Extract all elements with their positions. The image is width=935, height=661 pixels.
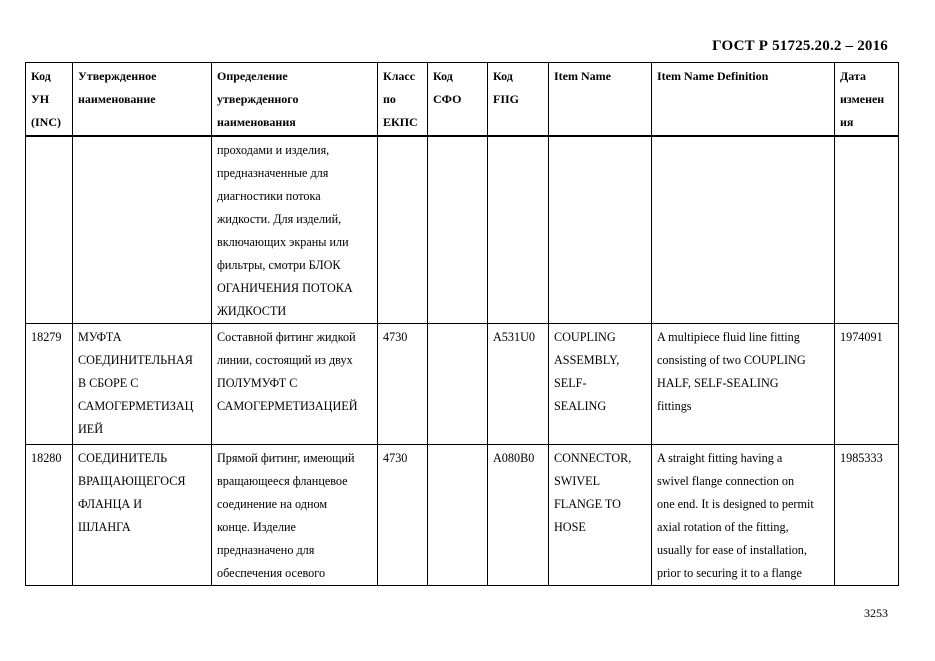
cell-name: СОЕДИНИТЕЛЬ ВРАЩАЮЩЕГОСЯ ФЛАНЦА И ШЛАНГА: [73, 445, 212, 586]
page-number: 3253: [864, 606, 888, 620]
cell-inc: 18279: [26, 324, 73, 445]
cell-sfo: [428, 324, 488, 445]
cell-item-name: CONNECTOR, SWIVEL FLANGE TO HOSE: [549, 445, 652, 586]
cell-date: 1974091: [835, 324, 899, 445]
cell-definition: проходами и изделия, предназначенные для диагностики потока жидкости. Для изделий, включающих экраны или фильтры, смотри БЛОК ОГАНИЧЕНИЯ ПОТОКА ЖИДКОСТИ: [212, 136, 378, 324]
cell-date: 1985333: [835, 445, 899, 586]
col-header-item-name-definition: Item Name Definition: [652, 63, 835, 137]
catalog-table: [25, 62, 899, 586]
cell-item-definition: [652, 136, 835, 324]
col-header-inc: Код УН (INC): [26, 63, 73, 137]
col-header-sfo: Код СФО: [428, 63, 488, 137]
cell-definition: Прямой фитинг, имеющий вращающееся фланцевое соединение на одном конце. Изделие предназначено для обеспечения осевого: [212, 445, 378, 586]
cell-item-name: COUPLING ASSEMBLY, SELF- SEALING: [549, 324, 652, 445]
col-header-fiig: Код FIIG: [488, 63, 549, 137]
col-header-approved-name: Утвержденное наименование: [73, 63, 212, 137]
cell-inc: 18280: [26, 445, 73, 586]
cell-item-definition: A multipiece fluid line fitting consisting of two COUPLING HALF, SELF-SEALING fittings: [652, 324, 835, 445]
col-header-class: Класс по ЕКПС: [378, 63, 428, 137]
cell-fiig: A080B0: [488, 445, 549, 586]
cell-item-name: [549, 136, 652, 324]
table-row: [26, 445, 899, 586]
cell-class: 4730: [378, 445, 428, 586]
cell-class: 4730: [378, 324, 428, 445]
cell-sfo: [428, 136, 488, 324]
cell-fiig: [488, 136, 549, 324]
col-header-change-date: Дата изменен ия: [835, 63, 899, 137]
cell-inc: [26, 136, 73, 324]
cell-name: [73, 136, 212, 324]
table-row: [26, 324, 899, 445]
cell-name: МУФТА СОЕДИНИТЕЛЬНАЯ В СБОРЕ С САМОГЕРМЕТИЗАЦ ИЕЙ: [73, 324, 212, 445]
col-header-definition: Определение утвержденного наименования: [212, 63, 378, 137]
cell-class: [378, 136, 428, 324]
document-standard-header: ГОСТ Р 51725.20.2 – 2016: [712, 38, 888, 54]
cell-definition: Составной фитинг жидкой линии, состоящий из двух ПОЛУМУФТ С САМОГЕРМЕТИЗАЦИЕЙ: [212, 324, 378, 445]
cell-date: [835, 136, 899, 324]
cell-fiig: A531U0: [488, 324, 549, 445]
cell-item-definition: A straight fitting having a swivel flange connection on one end. It is designed to permit axial rotation of the fitting, usually for ease of installation, prior to securing it to a flange: [652, 445, 835, 586]
table-header-row: [26, 63, 899, 137]
table-row-continuation: [26, 136, 899, 324]
cell-sfo: [428, 445, 488, 586]
col-header-item-name: Item Name: [549, 63, 652, 137]
